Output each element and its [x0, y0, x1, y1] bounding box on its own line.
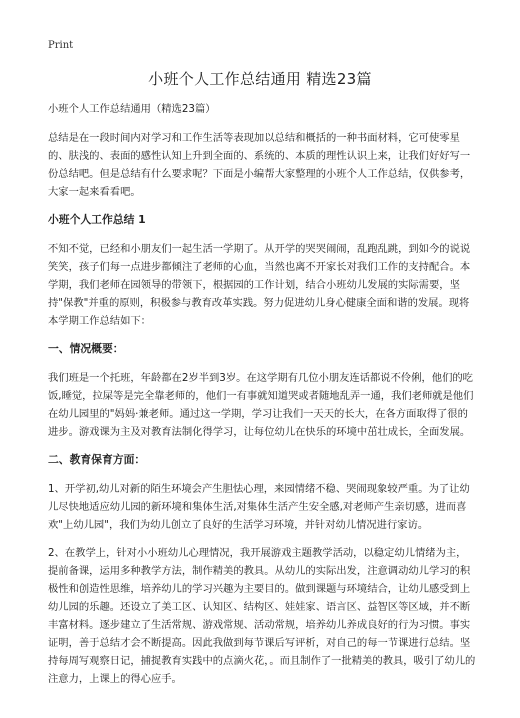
section-heading-summary-1: 小班个人工作总结 1 — [48, 213, 146, 226]
document-subtitle: 小班个人工作总结通用（精选23篇） — [48, 103, 216, 115]
intro-paragraph: 总结是在一段时间内对学习和工作生活等表现加以总结和概括的一种书面材料，它可使零星的、肤浅的、表面的感性认知上升到全面的、系统的、本质的理性认识上来，让我们好好写一份总结吧。但是总结有什么要求呢？下面是小编帮大家整理的小班个人工作总结，仅供参考，大家一起来看看吧。 — [48, 132, 471, 198]
education-paragraph-2: 2、在教学上，针对小小班幼儿心理情况，我开展游戏主题教学活动，以稳定幼儿情绪为主，提前备课，运用多种教学方法，制作精美的教具。从幼儿的实际出发，注意调动幼儿学习的积极性和创造性思维，培养幼儿的学习兴趣为主要目的。做到课题与环境结合，让幼儿感受到上幼儿园的乐趣。还设立了美工区、认知区、结构区、娃娃家、语言区、益智区等区域，并不断丰富材料。逐步建立了生活常规、游戏常规、活动常规，培养幼儿养成良好的行为习惯。事实证明，善于总结才会不断提高。因此我做到每节课后写评析，对自己的每一节课进行总结。坚持每周写观察日记，捕捉教育实践中的点滴火花，。而且制作了一批精美的教具，吸引了幼儿的注意力，上课上的得心应手。 — [48, 547, 476, 685]
document-body — [48, 100, 476, 698]
education-paragraph-1: 1、开学初,幼儿对新的陌生环境会产生胆怯心理，来园情绪不稳、哭闹现象较严重。为了让幼儿尽快地适应幼儿园的新环境和集体生活,对集体生活产生安全感,对老师产生亲切感，进而喜欢"上幼儿园"，我们为幼儿创立了良好的生活学习环境，并针对幼儿情况进行家访。 — [48, 483, 470, 531]
print-link[interactable]: Print — [48, 40, 74, 51]
page-title: 小班个人工作总结通用 精选23篇 — [148, 70, 372, 88]
overview-paragraph: 我们班是一个托班，年龄都在2岁半到3岁。在这学期有几位小朋友连话都说不伶俐，他们的吃饭,睡觉，拉屎等是完全靠老师的，他们一有事就知道哭或者随地乱弄一通，我们老师就是他们在幼儿园里的"妈妈·兼老师。通过这一学期，学习让我们一天天的长大，在各方面取得了很的进步。游戏课为主及对教育法制化得学习，让每位幼儿在快乐的环境中茁壮成长，全面发展。 — [48, 372, 474, 438]
section-heading-overview: 一、情况概要： — [48, 342, 124, 355]
section-heading-education: 二、教育保育方面： — [48, 453, 146, 466]
summary-1-paragraph: 不知不觉，已经和小朋友们一起生活一学期了。从开学的哭哭闹闹，乱跑乱跳，到如今的说说笑笑，孩子们每一点进步都倾注了老师的心血，当然也离不开家长对我们工作的支持配合。本学期，我们老师在园领导的带领下，根据园的工作计划，结合小班幼儿发展的实际需要，坚持"保教"并重的原则，积极参与教育改革实践。努力促进幼儿身心健康全面和谐的发展。现将本学期工作总结如下： — [48, 243, 471, 327]
